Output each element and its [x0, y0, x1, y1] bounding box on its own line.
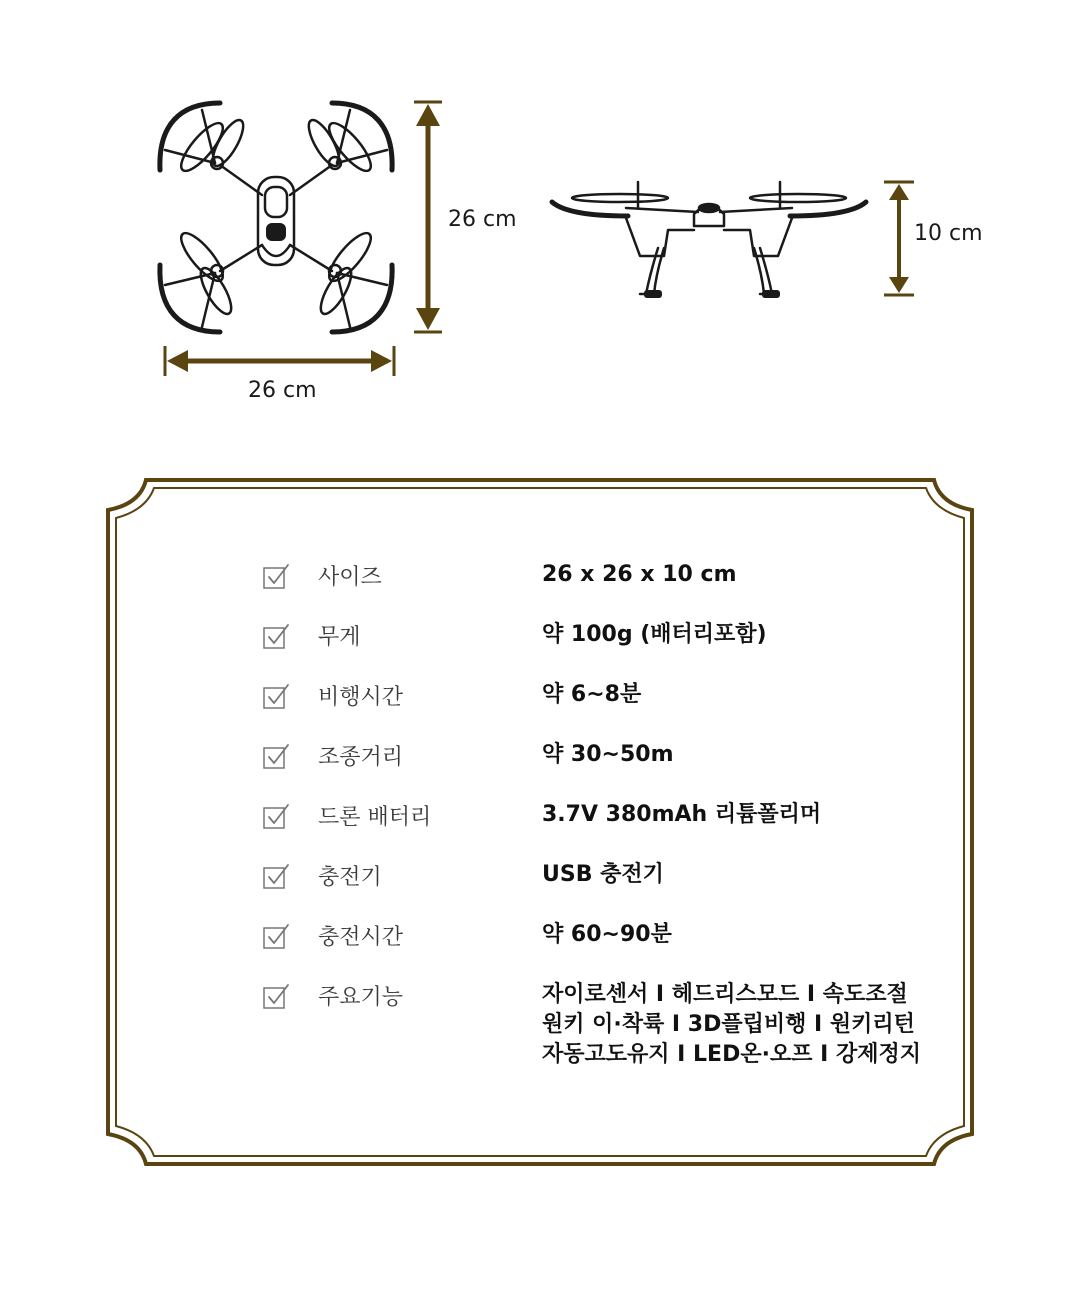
drone-top-view-illustration	[150, 95, 410, 345]
spec-label: 무게	[318, 625, 361, 650]
checkbox-check-icon	[262, 802, 290, 830]
spec-value-line: 자동고도유지 I LED온·오프 I 강제정지	[542, 1042, 921, 1067]
spec-row	[262, 680, 962, 720]
spec-label: 충전시간	[318, 925, 404, 950]
spec-row	[262, 980, 962, 1067]
spec-row	[262, 740, 962, 780]
side-view-height-label: 10 cm	[914, 221, 983, 246]
spec-value: 약 30~50m	[542, 742, 674, 767]
width-dimension-arrow	[162, 344, 398, 378]
checkbox-check-icon	[262, 922, 290, 950]
spec-row	[262, 800, 962, 840]
checkbox-check-icon	[262, 562, 290, 590]
spec-value: 26 x 26 x 10 cm	[542, 562, 737, 587]
checkbox-check-icon	[262, 742, 290, 770]
spec-row	[262, 560, 962, 600]
spec-label: 충전기	[318, 865, 382, 890]
side-height-dimension-arrow	[882, 180, 916, 298]
spec-label: 조종거리	[318, 745, 404, 770]
spec-row	[262, 620, 962, 660]
checkbox-check-icon	[262, 682, 290, 710]
spec-row	[262, 920, 962, 960]
spec-value: 약 6~8분	[542, 682, 642, 707]
spec-value: 3.7V 380mAh 리튬폴리머	[542, 802, 822, 827]
checkbox-check-icon	[262, 622, 290, 650]
spec-label: 비행시간	[318, 685, 404, 710]
spec-label: 사이즈	[318, 565, 382, 590]
spec-label: 드론 배터리	[318, 805, 432, 830]
top-view-width-label: 26 cm	[248, 378, 317, 403]
spec-value: 약 60~90분	[542, 922, 672, 947]
spec-value-line: 원키 이·착륙 I 3D플립비행 I 원키리턴	[542, 1012, 915, 1037]
spec-row	[262, 860, 962, 900]
spec-label: 주요기능	[318, 985, 404, 1010]
spec-value: 약 100g (배터리포함)	[542, 622, 767, 647]
spec-value	[542, 980, 921, 1070]
drone-side-view-illustration	[548, 178, 870, 302]
height-dimension-arrow	[410, 100, 446, 336]
spec-value: USB 충전기	[542, 862, 664, 887]
checkbox-check-icon	[262, 982, 290, 1010]
spec-value-line: 자이로센서 I 헤드리스모드 I 속도조절	[542, 982, 908, 1007]
checkbox-check-icon	[262, 862, 290, 890]
top-view-height-label: 26 cm	[448, 207, 517, 232]
